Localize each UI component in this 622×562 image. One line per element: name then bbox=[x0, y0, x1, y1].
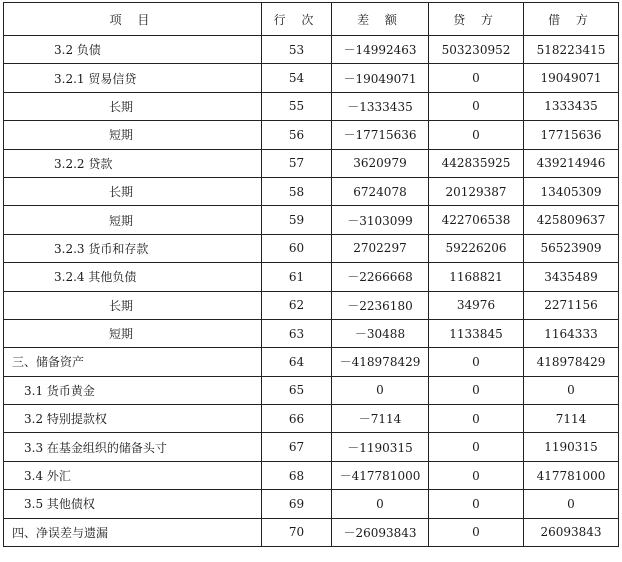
cell-item: 长期 bbox=[4, 177, 262, 205]
cell-debit: 518223415 bbox=[524, 36, 619, 64]
cell-difference: 3620979 bbox=[332, 149, 429, 177]
cell-item: 3.2.1 贸易信贷 bbox=[4, 64, 262, 92]
cell-item: 长期 bbox=[4, 92, 262, 120]
cell-credit: 0 bbox=[429, 376, 524, 404]
cell-difference: －418978429 bbox=[332, 348, 429, 376]
cell-row-no: 54 bbox=[262, 64, 332, 92]
cell-row-no: 59 bbox=[262, 206, 332, 234]
cell-difference: －30488 bbox=[332, 319, 429, 347]
cell-difference: －7114 bbox=[332, 405, 429, 433]
cell-debit: 425809637 bbox=[524, 206, 619, 234]
cell-credit: 0 bbox=[429, 121, 524, 149]
cell-row-no: 56 bbox=[262, 121, 332, 149]
cell-credit: 422706538 bbox=[429, 206, 524, 234]
cell-row-no: 67 bbox=[262, 433, 332, 461]
cell-difference: －17715636 bbox=[332, 121, 429, 149]
cell-debit: 26093843 bbox=[524, 518, 619, 546]
table-row bbox=[4, 433, 619, 461]
cell-difference: －1333435 bbox=[332, 92, 429, 120]
cell-difference: －2266668 bbox=[332, 263, 429, 291]
cell-credit: 0 bbox=[429, 92, 524, 120]
cell-debit: 7114 bbox=[524, 405, 619, 433]
cell-credit: 1168821 bbox=[429, 263, 524, 291]
header-item: 项 目 bbox=[4, 3, 262, 36]
cell-difference: －19049071 bbox=[332, 64, 429, 92]
cell-item: 3.2 特别提款权 bbox=[4, 405, 262, 433]
cell-credit: 1133845 bbox=[429, 319, 524, 347]
cell-row-no: 63 bbox=[262, 319, 332, 347]
balance-of-payments-table bbox=[3, 2, 619, 547]
cell-row-no: 65 bbox=[262, 376, 332, 404]
cell-row-no: 58 bbox=[262, 177, 332, 205]
cell-row-no: 55 bbox=[262, 92, 332, 120]
table-header-row bbox=[4, 3, 619, 36]
cell-debit: 2271156 bbox=[524, 291, 619, 319]
table-row bbox=[4, 319, 619, 347]
table-row bbox=[4, 177, 619, 205]
table-row bbox=[4, 92, 619, 120]
cell-row-no: 66 bbox=[262, 405, 332, 433]
table-row bbox=[4, 206, 619, 234]
cell-item: 四、净误差与遗漏 bbox=[4, 518, 262, 546]
cell-credit: 0 bbox=[429, 64, 524, 92]
cell-row-no: 53 bbox=[262, 36, 332, 64]
cell-row-no: 60 bbox=[262, 234, 332, 262]
cell-credit: 0 bbox=[429, 405, 524, 433]
cell-item: 3.4 外汇 bbox=[4, 461, 262, 489]
cell-difference: 0 bbox=[332, 376, 429, 404]
header-difference: 差 额 bbox=[332, 3, 429, 36]
cell-item: 3.3 在基金组织的储备头寸 bbox=[4, 433, 262, 461]
table-row bbox=[4, 518, 619, 546]
cell-credit: 20129387 bbox=[429, 177, 524, 205]
cell-credit: 442835925 bbox=[429, 149, 524, 177]
cell-debit: 439214946 bbox=[524, 149, 619, 177]
cell-row-no: 57 bbox=[262, 149, 332, 177]
cell-item: 3.2.3 货币和存款 bbox=[4, 234, 262, 262]
cell-debit: 13405309 bbox=[524, 177, 619, 205]
cell-debit: 0 bbox=[524, 490, 619, 518]
cell-debit: 1164333 bbox=[524, 319, 619, 347]
cell-debit: 1190315 bbox=[524, 433, 619, 461]
header-debit: 借 方 bbox=[524, 3, 619, 36]
balance-table-wrapper bbox=[3, 2, 619, 547]
cell-item: 3.2 负债 bbox=[4, 36, 262, 64]
table-row bbox=[4, 461, 619, 489]
cell-credit: 0 bbox=[429, 433, 524, 461]
table-body bbox=[4, 36, 619, 547]
cell-item: 3.1 货币黄金 bbox=[4, 376, 262, 404]
cell-item: 长期 bbox=[4, 291, 262, 319]
table-row bbox=[4, 64, 619, 92]
table-row bbox=[4, 263, 619, 291]
cell-debit: 417781000 bbox=[524, 461, 619, 489]
cell-difference: 2702297 bbox=[332, 234, 429, 262]
table-row bbox=[4, 234, 619, 262]
table-row bbox=[4, 291, 619, 319]
table-row bbox=[4, 405, 619, 433]
cell-item: 短期 bbox=[4, 121, 262, 149]
cell-debit: 1333435 bbox=[524, 92, 619, 120]
cell-credit: 59226206 bbox=[429, 234, 524, 262]
cell-item: 三、储备资产 bbox=[4, 348, 262, 376]
cell-difference: －14992463 bbox=[332, 36, 429, 64]
header-row-no: 行 次 bbox=[262, 3, 332, 36]
cell-row-no: 69 bbox=[262, 490, 332, 518]
cell-item: 短期 bbox=[4, 206, 262, 234]
table-row bbox=[4, 149, 619, 177]
table-row bbox=[4, 36, 619, 64]
cell-difference: －26093843 bbox=[332, 518, 429, 546]
cell-difference: －2236180 bbox=[332, 291, 429, 319]
table-row bbox=[4, 121, 619, 149]
cell-item: 3.2.4 其他负债 bbox=[4, 263, 262, 291]
cell-row-no: 70 bbox=[262, 518, 332, 546]
cell-item: 短期 bbox=[4, 319, 262, 347]
cell-debit: 0 bbox=[524, 376, 619, 404]
cell-difference: －1190315 bbox=[332, 433, 429, 461]
cell-debit: 418978429 bbox=[524, 348, 619, 376]
cell-item: 3.5 其他债权 bbox=[4, 490, 262, 518]
table-row bbox=[4, 376, 619, 404]
cell-credit: 503230952 bbox=[429, 36, 524, 64]
cell-difference: 6724078 bbox=[332, 177, 429, 205]
cell-debit: 19049071 bbox=[524, 64, 619, 92]
table-row bbox=[4, 348, 619, 376]
cell-credit: 34976 bbox=[429, 291, 524, 319]
cell-debit: 56523909 bbox=[524, 234, 619, 262]
cell-row-no: 61 bbox=[262, 263, 332, 291]
cell-credit: 0 bbox=[429, 490, 524, 518]
cell-debit: 17715636 bbox=[524, 121, 619, 149]
cell-credit: 0 bbox=[429, 518, 524, 546]
cell-credit: 0 bbox=[429, 461, 524, 489]
cell-item: 3.2.2 贷款 bbox=[4, 149, 262, 177]
cell-difference: －417781000 bbox=[332, 461, 429, 489]
cell-row-no: 68 bbox=[262, 461, 332, 489]
cell-difference: －3103099 bbox=[332, 206, 429, 234]
cell-credit: 0 bbox=[429, 348, 524, 376]
table-row bbox=[4, 490, 619, 518]
cell-row-no: 64 bbox=[262, 348, 332, 376]
cell-difference: 0 bbox=[332, 490, 429, 518]
cell-row-no: 62 bbox=[262, 291, 332, 319]
header-credit: 贷 方 bbox=[429, 3, 524, 36]
cell-debit: 3435489 bbox=[524, 263, 619, 291]
